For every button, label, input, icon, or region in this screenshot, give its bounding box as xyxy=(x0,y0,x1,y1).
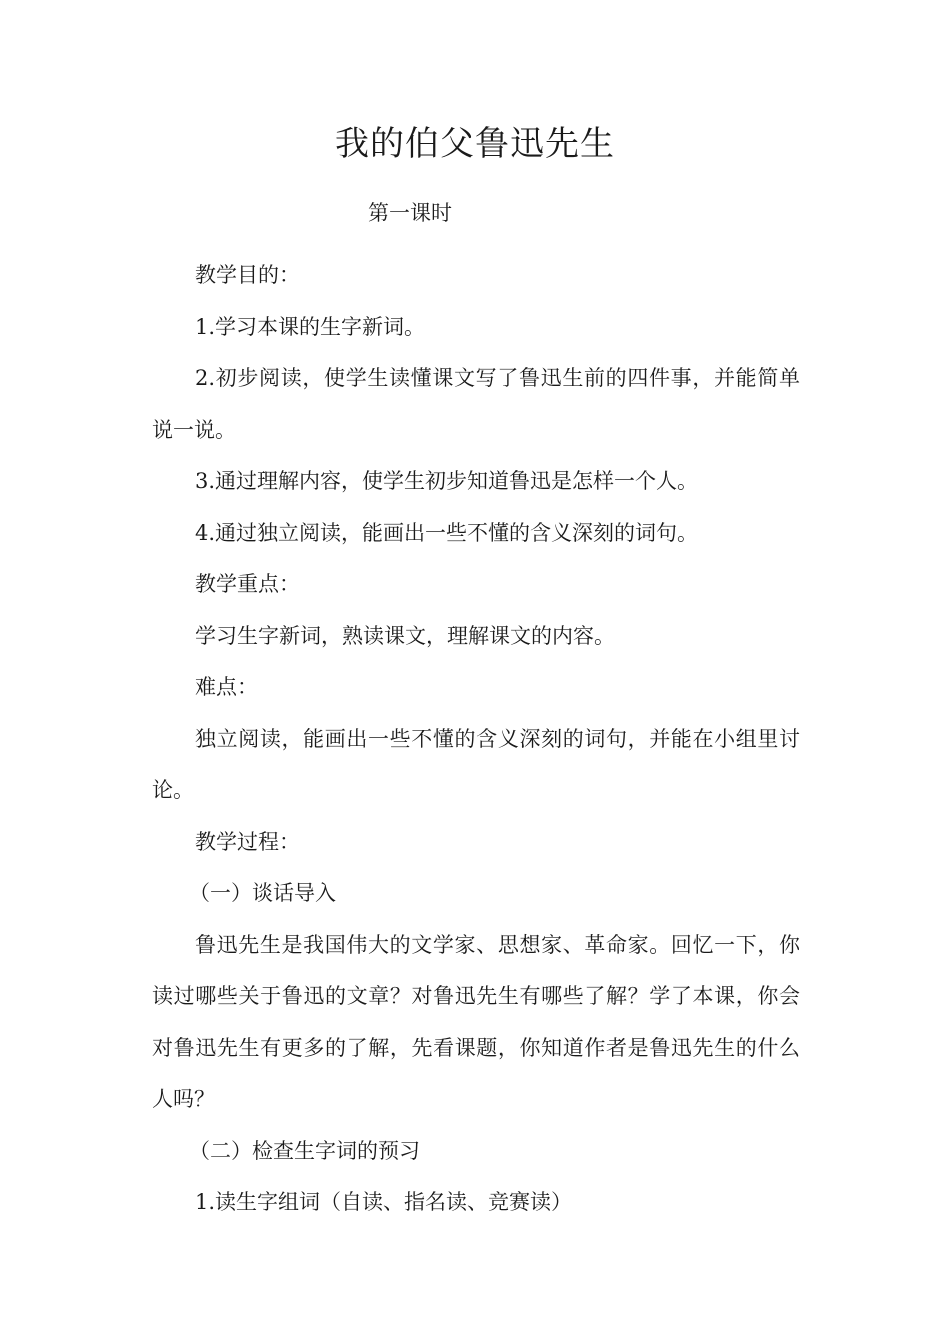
paragraph-goal-4: 4.通过独立阅读，能画出一些不懂的含义深刻的词句。 xyxy=(195,520,699,545)
paragraph-read-words: 1.读生字组词（自读、指名读、竞赛读） xyxy=(195,1190,573,1214)
document-title: 我的伯父鲁迅先生 xyxy=(335,124,615,164)
document-body xyxy=(152,250,800,1229)
paragraph-key-points-heading: 教学重点： xyxy=(195,572,300,596)
paragraph-introduction: 鲁迅先生是我国伟大的文学家、思想家、革命家。回忆一下，你读过哪些关于鲁迅的文章？对鲁迅先生有哪些了解？学了本课，你会对鲁迅先生有更多的了解，先看课题，你知道作者是鲁迅先生的什么人吗？ xyxy=(152,932,800,1111)
paragraph-goal-2: 2.初步阅读，使学生读懂课文写了鲁迅生前的四件事，并能简单说一说。 xyxy=(152,366,800,442)
paragraph-key-points: 学习生字新词，熟读课文，理解课文的内容。 xyxy=(195,623,615,648)
paragraph-teaching-goals-heading: 教学目的： xyxy=(195,263,300,287)
section-heading-2: （二）检查生字词的预习 xyxy=(189,1138,420,1163)
lesson-heading: 第一课时 xyxy=(368,201,452,225)
paragraph-goal-1: 1.学习本课的生字新词。 xyxy=(195,314,426,339)
paragraph-difficulty-heading: 难点： xyxy=(195,675,258,699)
paragraph-process-heading: 教学过程： xyxy=(195,829,300,854)
paragraph-difficulty: 独立阅读，能画出一些不懂的含义深刻的词句，并能在小组里讨论。 xyxy=(152,726,800,802)
section-heading-1: （一）谈话导入 xyxy=(189,881,336,905)
paragraph-goal-3: 3.通过理解内容，使学生初步知道鲁迅是怎样一个人。 xyxy=(195,469,699,493)
